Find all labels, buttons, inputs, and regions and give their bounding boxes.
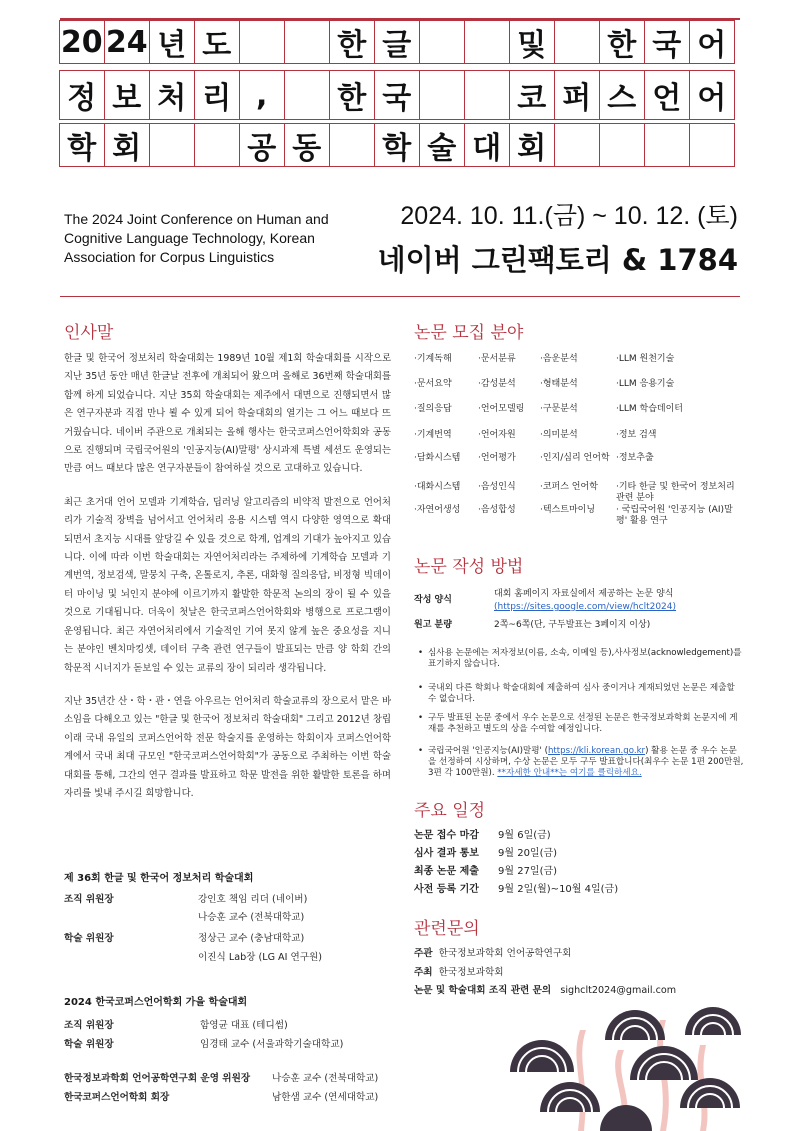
- topic-item: ·인지/심리 언어학: [540, 453, 610, 463]
- committee-2-acad-label: 학술 위원장: [64, 1039, 114, 1050]
- more-info-link[interactable]: **자세한 안내**는 여기를 클릭하세요.: [497, 768, 642, 779]
- title-row-3: [60, 123, 735, 167]
- title-cell: 한: [329, 20, 376, 64]
- header-divider: [60, 296, 740, 297]
- style-text: 대회 홈페이지 자료실에서 제공하는 논문 양식: [494, 589, 674, 599]
- subtitle-line-1: The 2024 Joint Conference on Human and: [64, 211, 329, 227]
- topic-item: ·언어모델링: [478, 404, 525, 414]
- method-bullet-2: • 국내외 다른 학회나 학술대회에 제출하여 심사 중이거나 게재되었던 논문은 제출할 수 없습니다.: [428, 683, 744, 705]
- title-cell: 어: [689, 70, 736, 120]
- topic-item: ·감성분석: [478, 379, 516, 389]
- title-cell: [599, 123, 646, 167]
- title-cell: [464, 70, 511, 120]
- committee-1-title: 제 36회 한글 및 한국어 정보처리 학술대회: [64, 873, 254, 884]
- topic-item: ·문서분류: [478, 354, 516, 364]
- topics-title: 논문 모집 분야: [414, 323, 524, 343]
- topic-item: · 국립국어원 '인공지능 (AI)말평' 활용 연구: [616, 505, 733, 526]
- topic-item: ·질의응답: [414, 404, 452, 414]
- title-cell: 국: [644, 20, 691, 64]
- committee-3-label-2: 한국코퍼스언어학회 회장: [64, 1092, 170, 1103]
- method-bullet-1: • 심사용 논문에는 저자정보(이름, 소속, 이메일 등),사사정보(acknowledgement)를 표기하지 않습니다.: [428, 648, 744, 670]
- committee-1-org-label: 조직 위원장: [64, 894, 114, 905]
- topic-item: ·언어평가: [478, 453, 516, 463]
- greeting-body: [64, 350, 391, 818]
- committee-2-org-label: 조직 위원장: [64, 1020, 114, 1031]
- schedule-value: 9월 20일(금): [498, 848, 558, 859]
- topic-item: ·LLM 응용기술: [616, 379, 675, 389]
- title-cell: 처: [149, 70, 196, 120]
- host-label: 주관: [414, 948, 433, 959]
- topic-item: ·언어자원: [478, 430, 516, 440]
- greeting-paragraph-2: 최근 초거대 언어 모델과 기계학습, 딥러닝 알고리즘의 비약적 발전으로 언어처리가 기술적 장벽을 넘어서고 언어처리 응용 시스템 역시 다양한 영역으로 확대되면서 초지능 시대를 앞당길 수 있을 것으로 학계, 업계의 기대가 높아지고 있습니다. 이에 따라 이번 학술대회는 자연어처리라는 주제하에 기계학습 모델과 기계번역, 정보검색, 말뭉치 구축, 온톨로지, 추론, 대화형 질의응답, 비정형 빅데이터 마이닝 및 뇌인지 분야에 이르기까지 활발한 학문적 논의의 장이 될 수 있을 것으로 기대됩니다. 더욱이 첫날은 한국코퍼스언어학회와 병행으로 프로그램이 운영됩니다. 최근 자연어처리에서 기술적인 기여 못지 않게 높은 중요성을 지니는 분야인 벤치마킹셋, 데이터 구축 관련 연구들이 발표되는 만큼 양 학회 간의 학문적 시너지가 돋보일 수 있는 교류의 장이 되리라 생각됩니다.: [64, 496, 391, 674]
- topic-item: ·자연어생성: [414, 505, 461, 515]
- method-bullet-3: • 구두 발표된 논문 중에서 우수 논문으로 선정된 논문은 한국정보과학회 논문지에 게재를 추천하고 별도의 상을 수여할 예정입니다.: [428, 713, 744, 735]
- title-cell: 글: [374, 20, 421, 64]
- topic-item: ·형태분석: [540, 379, 578, 389]
- bullet-4-text-b: ) 활용 논문 중 우수 논문을 선정하여 시상하며, 수상 논문은 모두 구두 발표합니다(최우수 논문 1편 200만원, 3편 각 100만원).: [428, 746, 744, 779]
- topic-item: ·텍스트마이닝: [540, 505, 596, 515]
- org-label: 주최: [414, 967, 433, 978]
- title-cell: 리: [194, 70, 241, 120]
- amount-text: 2쪽~6쪽(단, 구두발표는 3페이지 이상): [494, 620, 651, 630]
- topic-item: ·기타 한글 및 한국어 정보처리 관련 분야: [616, 482, 735, 503]
- committee-2-org-1: 함영균 대표 (테디썸): [200, 1020, 288, 1031]
- topic-item: ·기계번역: [414, 430, 452, 440]
- host-value: 한국정보과학회 언어공학연구회: [438, 948, 572, 959]
- topic-item: ·대화시스템: [414, 482, 461, 492]
- title-cell: 24: [104, 20, 151, 64]
- method-bullet-4: [428, 746, 744, 780]
- schedule-row: [414, 880, 618, 895]
- committee-2-acad-1: 임경태 교수 (서울과학기술대학교): [200, 1039, 344, 1050]
- title-cell: [239, 20, 286, 64]
- title-cell: 도: [194, 20, 241, 64]
- wave-decoration: [510, 1000, 750, 1131]
- title-cell: 학: [374, 123, 421, 167]
- title-cell: 어: [689, 20, 736, 64]
- schedule-label: 심사 결과 통보: [414, 848, 479, 859]
- title-cell: 국: [374, 70, 421, 120]
- subtitle-line-3: Association for Corpus Linguistics: [64, 249, 275, 265]
- greeting-paragraph-3: 지난 35년간 산・학・관・연을 아우르는 언어처리 학술교류의 장으로서 맡은 바 소임을 다해오고 있는 "한글 및 한국어 정보처리 학술대회" 그리고 2012년 창립 이래 국내 유일의 코퍼스언어학 전문 학술지를 운영하는 학회이자 코퍼스언어학계에서 국내 최대 규모인 "한국코퍼스언어학회"가 공동으로 주최하는 이번 학술대회를 통해, 그간의 연구 결과를 발표하고 학문 발전을 위한 활발한 토론을 하며 자리를 빛내 주시길 희망합니다.: [64, 695, 391, 799]
- committee-3-label-1: 한국정보과학회 언어공학연구회 운영 위원장: [64, 1073, 251, 1084]
- contact-host: [414, 945, 571, 959]
- event-venue: 네이버 그린팩토리 & 1784: [377, 243, 738, 277]
- schedule-label: 최종 논문 제출: [414, 866, 479, 877]
- title-cell: 보: [104, 70, 151, 120]
- schedule-value: 9월 6일(금): [498, 830, 551, 841]
- subtitle-english: [64, 210, 364, 267]
- title-cell: [464, 20, 511, 64]
- contact-inquiry: [414, 982, 676, 996]
- schedule-value: 9월 27일(금): [498, 866, 558, 877]
- topic-item: ·LLM 학습데이터: [616, 404, 683, 414]
- title-cell: [419, 20, 466, 64]
- title-row-1: [60, 20, 735, 64]
- topic-item: ·정보추출: [616, 453, 654, 463]
- contact-email[interactable]: sighclt2024@gmail.com: [560, 985, 677, 996]
- schedule-row: [414, 826, 551, 841]
- title-cell: [419, 70, 466, 120]
- title-cell: [689, 123, 736, 167]
- schedule-row: [414, 862, 557, 877]
- title-cell: 학: [59, 123, 106, 167]
- topic-item: ·정보 검색: [616, 430, 657, 440]
- committee-1-org-1: 강인호 책임 리더 (네이버): [198, 894, 308, 905]
- title-cell: 20: [59, 20, 106, 64]
- title-cell: 한: [329, 70, 376, 120]
- schedule-label: 논문 접수 마감: [414, 830, 479, 841]
- topic-item: ·LLM 원천기술: [616, 354, 675, 364]
- event-date: 2024. 10. 11.(금) ~ 10. 12. (토): [400, 202, 738, 230]
- title-cell: 언: [644, 70, 691, 120]
- schedule-value: 9월 2일(월)~10월 4일(금): [498, 884, 619, 895]
- contact-title: 관련문의: [414, 919, 480, 939]
- topic-item: ·음성합성: [478, 505, 516, 515]
- title-cell: ,: [239, 70, 286, 120]
- topic-item: ·음운분석: [540, 354, 578, 364]
- committee-2-title: 2024 한국코퍼스언어학회 가을 학술대회: [64, 997, 248, 1008]
- title-cell: [284, 20, 331, 64]
- title-cell: 년: [149, 20, 196, 64]
- title-cell: 코: [509, 70, 556, 120]
- title-cell: 정: [59, 70, 106, 120]
- schedule-title: 주요 일정: [414, 801, 486, 821]
- title-cell: 술: [419, 123, 466, 167]
- topic-item: ·구문분석: [540, 404, 578, 414]
- method-title: 논문 작성 방법: [414, 557, 524, 577]
- title-cell: [554, 123, 601, 167]
- inquiry-label: 논문 및 학술대회 조직 관련 문의: [414, 985, 552, 996]
- committee-1-acad-2: 이진식 Lab장 (LG AI 연구원): [198, 952, 323, 963]
- topic-item: ·코퍼스 언어학: [540, 482, 598, 492]
- title-cell: 공: [239, 123, 286, 167]
- topic-item: ·담화시스템: [414, 453, 461, 463]
- template-link[interactable]: (https://sites.google.com/view/hclt2024): [494, 602, 677, 612]
- subtitle-line-2: Cognitive Language Technology, Korean: [64, 230, 315, 246]
- title-cell: 회: [104, 123, 151, 167]
- topic-item: ·문서요약: [414, 379, 452, 389]
- committee-1-org-2: 나승훈 교수 (전북대학교): [198, 912, 305, 923]
- title-row-2: [60, 70, 735, 120]
- org-value: 한국정보과학회: [438, 967, 504, 978]
- amount-label: 원고 분량: [414, 620, 452, 630]
- title-cell: 스: [599, 70, 646, 120]
- topic-item: ·의미분석: [540, 430, 578, 440]
- title-cell: 및: [509, 20, 556, 64]
- topic-item: ·기계독해: [414, 354, 452, 364]
- greeting-paragraph-1: 한글 및 한국어 정보처리 학술대회는 1989년 10월 제1회 학술대회를 시작으로 지난 35년 동안 매년 한글날 전후에 개최되어 왔으며 올해로 36번째 학술대회를 함께 하게 되었습니다. 지난 35회 학술대회는 제주에서 대면으로 진행되면서 많은 연구자분과 직접 만나 뵐 수 있게 되어 학술대회의 열기는 그 어느 때보다 뜨거웠습니다. 네이버 주관으로 개최되는 올해 행사는 한국코퍼스언어학회와 공동으로 진행되며 국립국어원의 '인공지능(AI)말평' 상시과제 특별 세션도 운영되는 만큼 여느 때보다 많은 연구자분들이 참여하실 것으로 고대하고 있습니다.: [64, 353, 391, 475]
- mal-pyeong-link[interactable]: https://kli.korean.go.kr: [547, 746, 646, 756]
- title-cell: [194, 123, 241, 167]
- bullet-4-text-a: 국립국어원 '인공지능(AI)말평' (: [428, 746, 548, 756]
- schedule-label: 사전 등록 기간: [414, 884, 479, 895]
- title-cell: 동: [284, 123, 331, 167]
- contact-org: [414, 964, 504, 978]
- title-cell: 퍼: [554, 70, 601, 120]
- title-cell: 한: [599, 20, 646, 64]
- topic-item: ·음성인식: [478, 482, 516, 492]
- committee-3-name-1: 나승훈 교수 (전북대학교): [272, 1073, 379, 1084]
- committee-3-name-2: 남한샘 교수 (연세대학교): [272, 1092, 379, 1103]
- title-cell: 회: [509, 123, 556, 167]
- title-cell: [284, 70, 331, 120]
- greeting-title: 인사말: [64, 323, 114, 343]
- title-cell: [554, 20, 601, 64]
- title-cell: [149, 123, 196, 167]
- style-label: 작성 양식: [414, 595, 452, 605]
- committee-1-acad-label: 학술 위원장: [64, 933, 114, 944]
- title-cell: 대: [464, 123, 511, 167]
- title-cell: [329, 123, 376, 167]
- schedule-row: [414, 844, 557, 859]
- title-cell: [644, 123, 691, 167]
- committee-1-acad-1: 정상근 교수 (충남대학교): [198, 933, 305, 944]
